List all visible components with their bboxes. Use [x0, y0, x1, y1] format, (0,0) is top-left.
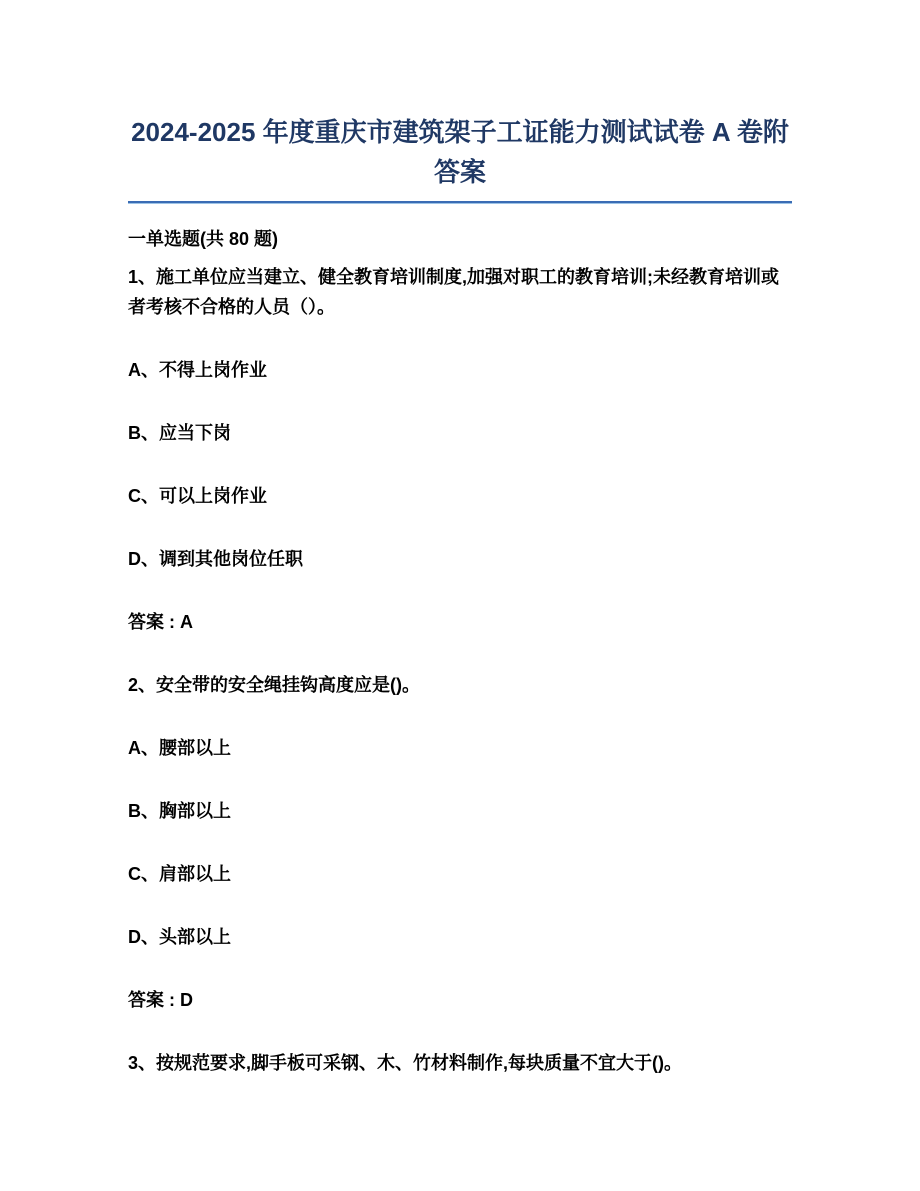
document-title-line-1: 2024-2025 年度重庆市建筑架子工证能力测试试卷 A 卷附 — [131, 117, 789, 147]
document-header — [128, 112, 792, 203]
question-list — [128, 262, 792, 1078]
document-title — [128, 112, 792, 192]
question-answer: 答案 : D — [128, 990, 193, 1010]
title-divider — [128, 201, 792, 203]
question-option: B、胸部以上 — [128, 801, 231, 821]
document-title-line-2: 答案 — [433, 157, 486, 187]
question-answer: 答案 : A — [128, 612, 193, 632]
question-option: D、头部以上 — [128, 927, 231, 947]
question-option: B、应当下岗 — [128, 423, 231, 443]
question-option: A、腰部以上 — [128, 738, 231, 758]
question-stem: 1、施工单位应当建立、健全教育培训制度,加强对职工的教育培训;未经教育培训或者考核不合格的人员（）。 — [128, 267, 780, 317]
question-option: C、可以上岗作业 — [128, 486, 267, 506]
question-option: C、肩部以上 — [128, 864, 231, 884]
question-stem: 3、按规范要求,脚手板可采钢、木、竹材料制作,每块质量不宜大于()。 — [128, 1053, 682, 1073]
section-heading: 一单选题(共 80 题) — [128, 229, 279, 249]
question-option: A、不得上岗作业 — [128, 360, 267, 380]
question-option: D、调到其他岗位任职 — [128, 549, 303, 569]
document-body — [128, 224, 792, 1078]
question-stem: 2、安全带的安全绳挂钩高度应是()。 — [128, 675, 420, 695]
